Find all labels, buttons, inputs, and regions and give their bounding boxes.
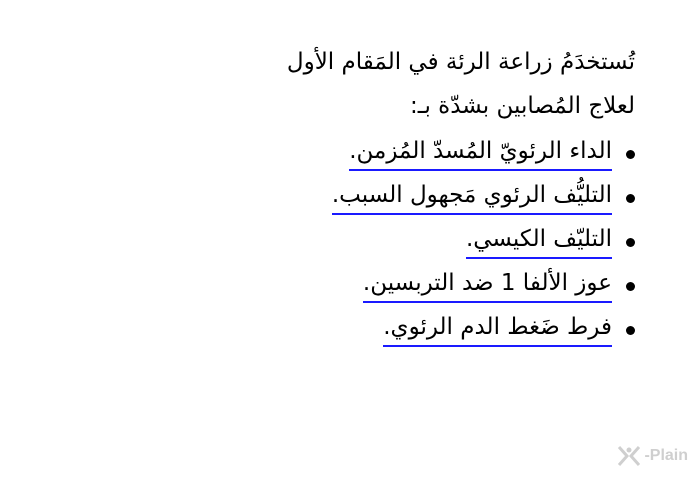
bullet-icon <box>626 238 635 247</box>
condition-link-idiopathic-pulmonary-fibrosis[interactable]: التليُّف الرئوي مَجهول السبب. <box>332 181 612 215</box>
list-item <box>135 264 635 308</box>
list-item <box>135 176 635 220</box>
list-item <box>135 308 635 352</box>
condition-list <box>135 132 635 352</box>
logo-text: -Plain <box>644 447 688 464</box>
bullet-icon <box>626 282 635 291</box>
condition-link-pulmonary-hypertension[interactable]: فرط ضَغط الدم الرئوي. <box>383 313 612 347</box>
intro-line-1: تُستخدَمُ زراعة الرئة في المَقام الأول <box>286 49 635 75</box>
condition-link-cystic-fibrosis[interactable]: التليّف الكيسي. <box>466 225 612 259</box>
condition-link-copd[interactable]: الداء الرئويّ المُسدّ المُزمن. <box>349 137 612 171</box>
bullet-icon <box>626 326 635 335</box>
intro-text <box>135 40 635 128</box>
list-item <box>135 132 635 176</box>
list-item <box>135 220 635 264</box>
condition-link-alpha1-antitrypsin-deficiency[interactable]: عوز الألفا 1 ضد التربسين. <box>363 269 612 303</box>
x-plain-logo-icon <box>616 444 642 468</box>
bullet-icon <box>626 150 635 159</box>
intro-line-2: لعلاج المُصابين بشدّة بـ: <box>409 93 635 119</box>
bullet-icon <box>626 194 635 203</box>
main-content <box>135 40 635 352</box>
x-plain-logo <box>616 444 688 468</box>
